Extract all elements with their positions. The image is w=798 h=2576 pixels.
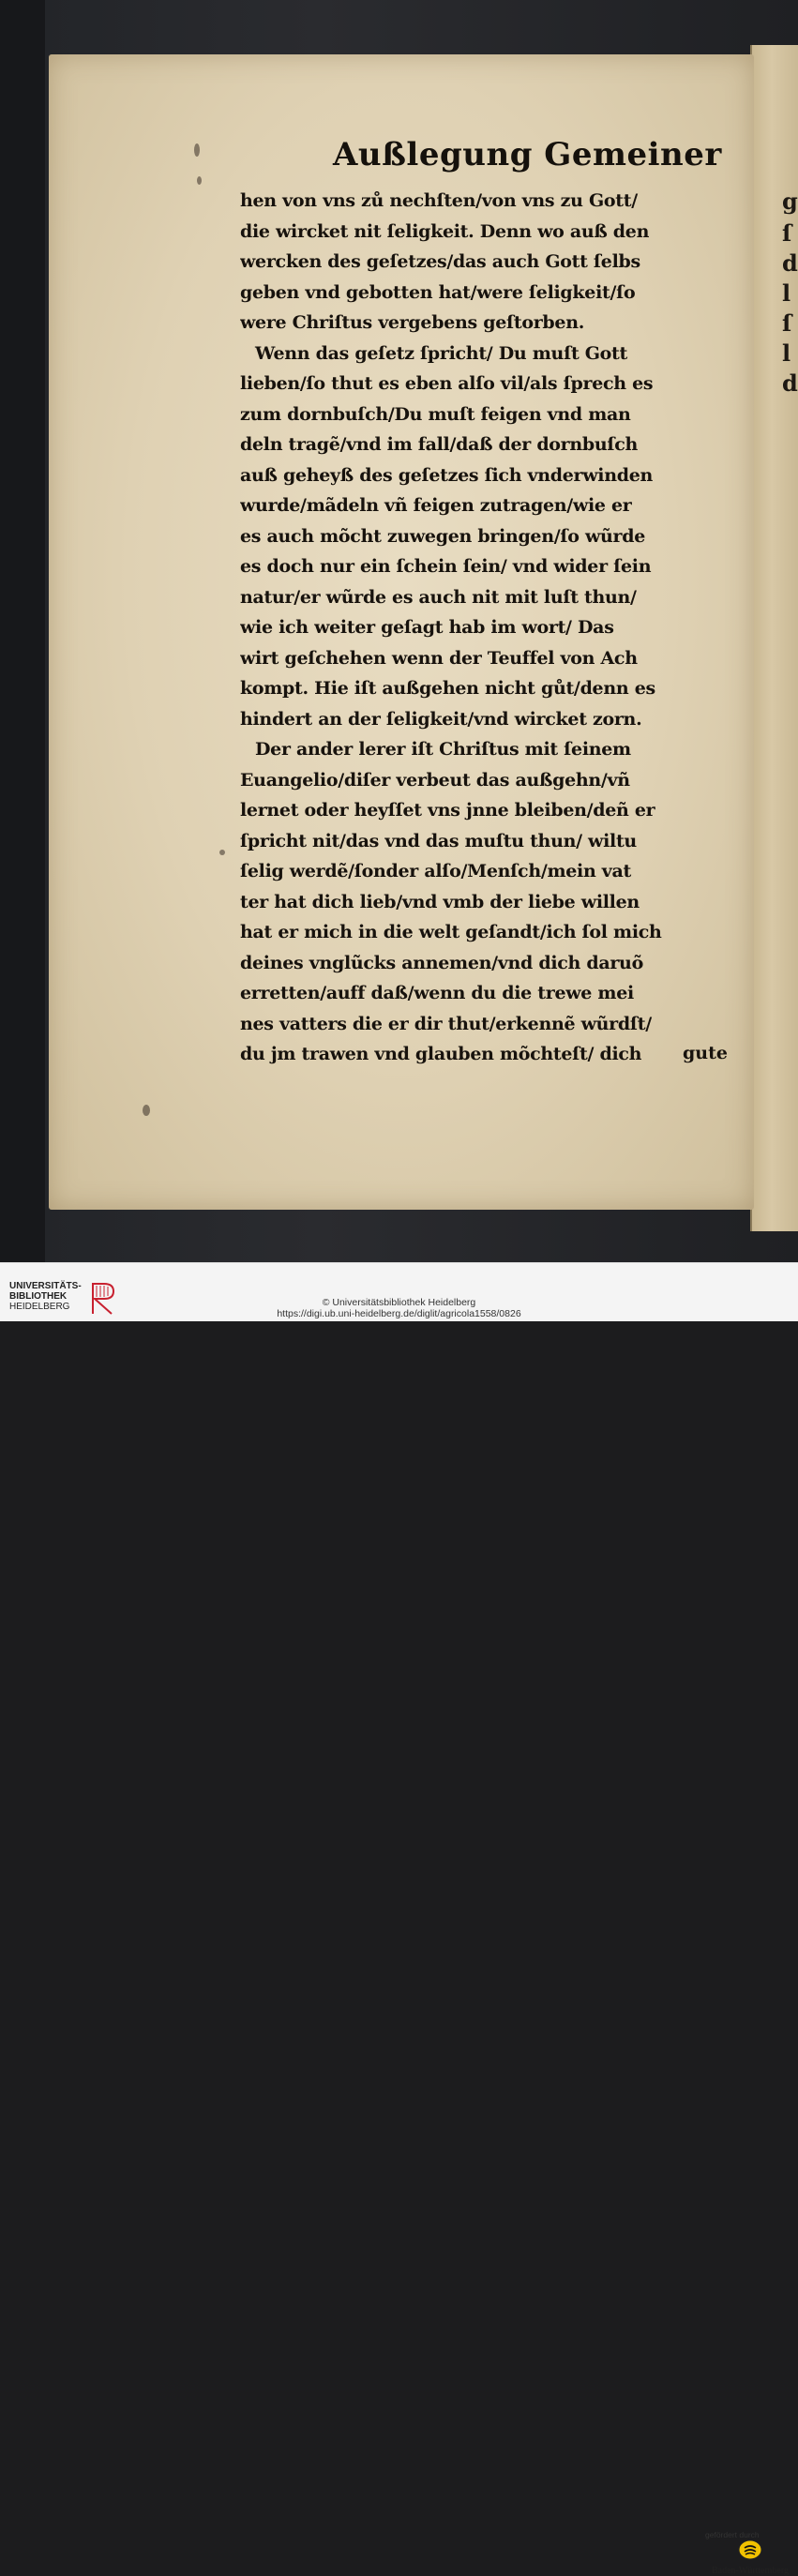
adjacent-page-fragment: g <box>782 188 798 215</box>
paper-speck <box>197 176 202 185</box>
permalink[interactable]: https://digi.ub.uni-heidelberg.de/diglit/agricola1558/0826 <box>277 1308 521 1319</box>
adjacent-page-fragment: ſ <box>782 309 792 337</box>
scan-image-area <box>0 0 798 1262</box>
text-line: kompt. Hie iſt außgehen nicht gůt/denn es <box>240 678 655 699</box>
text-line: natur/er wũrde es auch nit mit luſt thun/ <box>240 586 637 608</box>
text-line: Wenn das geſetz ſpricht/ Du muſt Gott <box>255 342 627 364</box>
adjacent-page-fragment: d <box>782 249 798 277</box>
text-line: es doch nur ein ſchein ſein/ vnd wider ſein <box>240 556 652 577</box>
library-name: UNIVERSITÄTS- BIBLIOTHEK HEIDELBERG <box>9 1280 82 1312</box>
sponsor-block[interactable] <box>705 2530 795 2576</box>
adjacent-page-fragment: l <box>782 279 791 307</box>
text-line: deines vnglũcks annemen/vnd dich daruõ <box>240 952 643 973</box>
text-line: zum dornbuſch/Du muſt feigen vnd man <box>240 403 631 425</box>
state-coat-of-arms-icon <box>738 2539 762 2560</box>
text-line: du jm trawen vnd glauben mõchteſt/ dich <box>240 1044 642 1064</box>
paper-speck <box>143 1105 150 1116</box>
dark-background <box>0 0 45 1262</box>
catchword: gute <box>683 1043 728 1063</box>
text-line: die wircket nit ſeligkeit. Denn wo auß den <box>240 220 650 242</box>
paper-speck <box>194 143 200 157</box>
text-line: wie ich weiter geſagt hab im wort/ Das <box>240 617 614 638</box>
adjacent-page-edge <box>750 45 798 1231</box>
adjacent-page-fragment: d <box>782 369 798 397</box>
text-line: wurde/mãdeln vñ feigen zutragen/wie er <box>240 495 632 516</box>
text-line: nes vatters die er dir thut/erkennẽ wũrdſt/ <box>240 1013 652 1034</box>
text-line: auß geheyß des geſetzes ſich vnderwinden <box>240 464 654 486</box>
text-line: ſelig werdẽ/ſonder alſo/Menſch/mein vat <box>240 861 632 881</box>
text-line: es auch mõcht zuwegen bringen/ſo wũrde <box>240 525 645 547</box>
text-line: were Chriſtus vergebens geſtorben. <box>240 312 585 333</box>
paper-speck <box>219 850 225 855</box>
text-line: Euangelio/diſer verbeut das außgehn/vñ <box>240 769 630 791</box>
adjacent-page-fragment: l <box>782 339 791 367</box>
text-line: geben vnd gebotten hat/were ſeligkeit/ſo <box>240 281 636 303</box>
text-line: lernet oder heyſſet vns jnne bleiben/deñ er <box>240 800 655 821</box>
adjacent-page-fragment: ſ <box>782 219 792 247</box>
text-line: wercken des geſetzes/das auch Gott ſelbs <box>240 251 640 272</box>
text-line: hindert an der ſeligkeit/vnd wircket zorn. <box>240 708 642 730</box>
copyright-notice: © Universitätsbibliothek Heidelberg <box>322 1297 476 1308</box>
text-line: hat er mich in die welt geſandt/ich ſol mich <box>240 922 662 942</box>
sponsor-name: Baden-Württemberg <box>711 2566 789 2576</box>
text-line: wirt geſchehen wenn der Teuffel von Ach <box>240 647 638 669</box>
sponsor-label: gefördert durch <box>705 2530 760 2539</box>
text-line: deln tragẽ/vnd im fall/daß der dornbuſch <box>240 434 639 455</box>
text-line: ſpricht nit/das vnd das muſtu thun/ wiltu <box>240 830 637 851</box>
text-line: ter hat dich lieb/vnd vmb der liebe willen <box>240 891 640 912</box>
text-line: lieben/ſo thut es eben alſo vil/als ſprech es <box>240 373 654 394</box>
text-line: Der ander lerer iſt Chriſtus mit ſeinem <box>255 739 631 760</box>
running-head: Außlegung Gemeiner <box>333 136 722 173</box>
text-line: hen von vns zů nechſten/von vns zu Gott/ <box>240 190 638 211</box>
text-block <box>240 186 746 1070</box>
text-line: erretten/auff daß/wenn du die trewe mei <box>240 983 634 1003</box>
